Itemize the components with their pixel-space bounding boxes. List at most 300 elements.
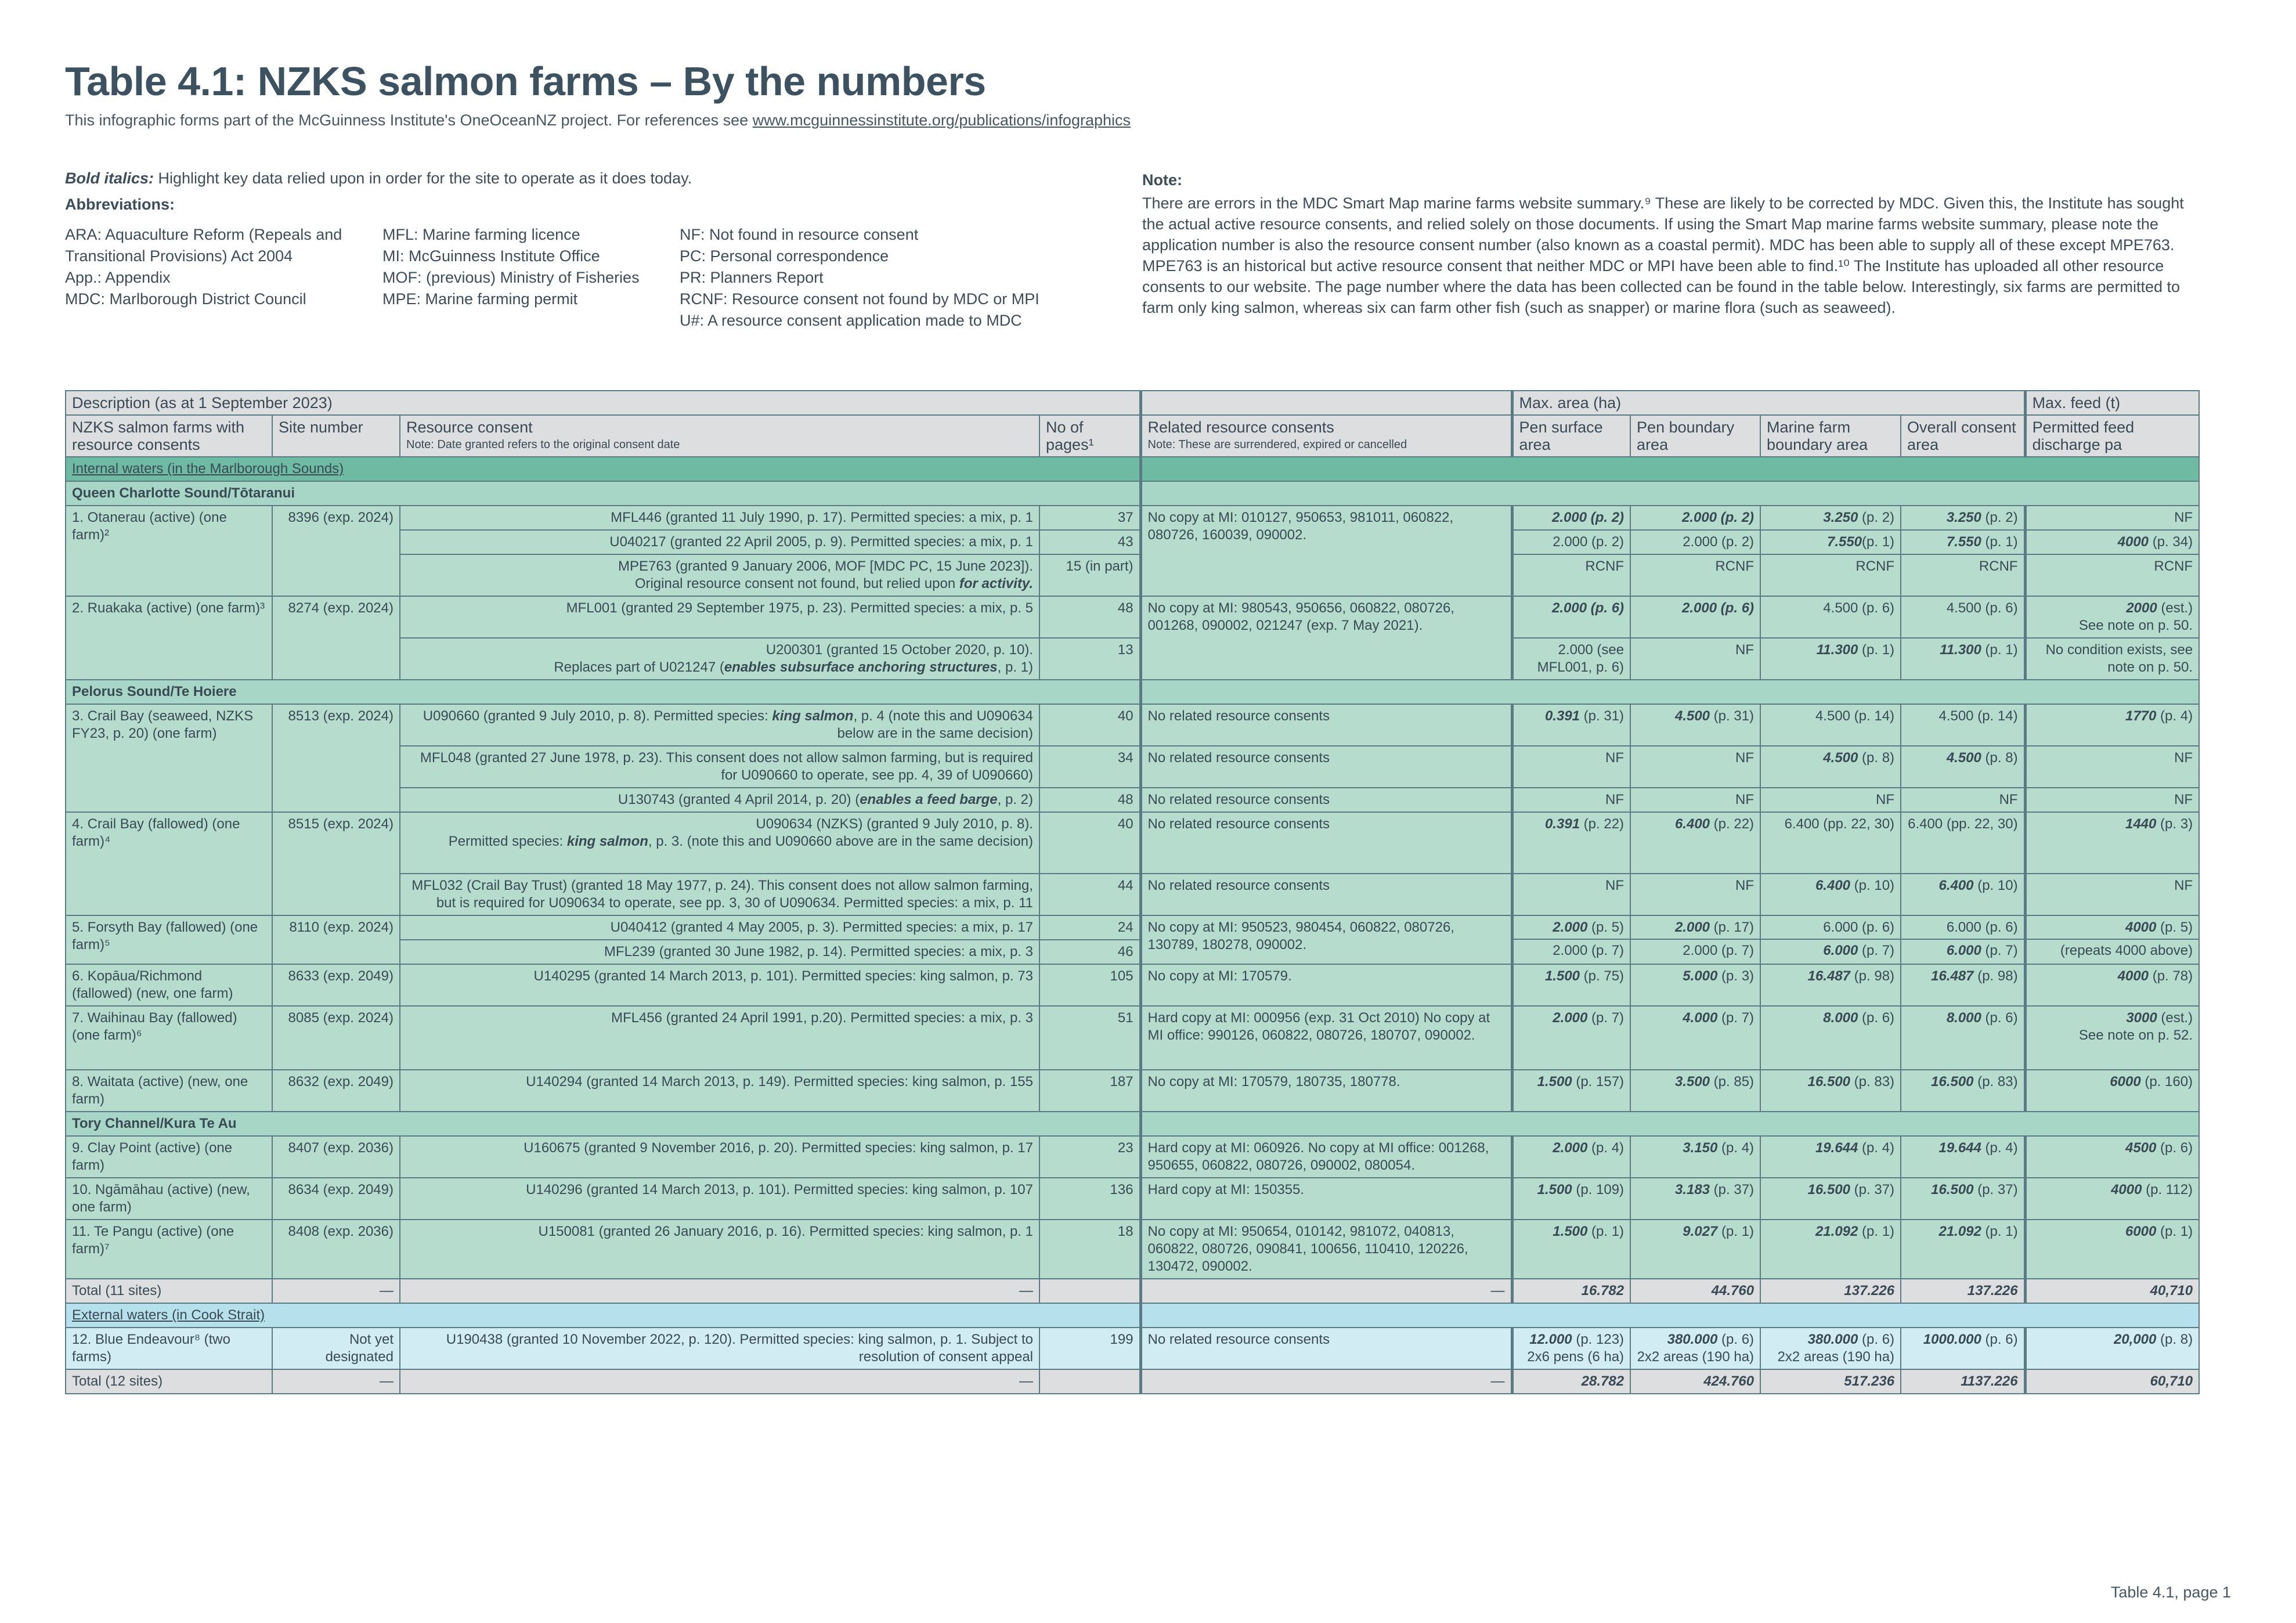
overall-area: RCNF — [1901, 554, 2025, 596]
bold-italics-label: Bold italics: — [65, 169, 154, 187]
resource-consent: U140295 (granted 14 March 2013, p. 101). Permitted species: king salmon, p. 73 — [400, 964, 1039, 1006]
value-bold: 2.000 — [1553, 1140, 1588, 1156]
value-page: (p. 7) — [1858, 943, 1895, 958]
value-page: (p. 75) — [1580, 968, 1624, 984]
abbreviation-item: PC: Personal correspondence — [680, 247, 889, 265]
farm-name: 12. Blue Endeavour⁸ (two farms) — [66, 1328, 272, 1369]
consent-highlight: for activity. — [959, 576, 1033, 592]
feed-discharge — [2025, 1006, 2199, 1070]
value-bold: 2.000 — [1553, 919, 1588, 935]
value-page: (p. 37) — [1710, 1182, 1755, 1198]
pen-boundary-area: NF — [1630, 746, 1760, 788]
value-page: (p. 4) — [2156, 708, 2193, 724]
consent-text: , p. 2) — [997, 792, 1033, 807]
section-label — [66, 1303, 1140, 1328]
site-number: Not yet designated — [272, 1328, 400, 1369]
page-count: 187 — [1039, 1070, 1140, 1112]
feed-discharge — [2025, 704, 2199, 746]
section-blank — [1140, 1303, 2199, 1328]
value-bold: 6.400 — [1938, 878, 1974, 893]
value-bold: 0.391 — [1544, 708, 1580, 724]
total-overall: 137.226 — [1901, 1279, 2025, 1303]
overall-area — [1901, 1136, 2025, 1178]
column-header-consent — [400, 415, 1039, 457]
column-header-pen-surface: Pen surface area — [1512, 415, 1630, 457]
value-bold: 16.487 — [1931, 968, 1974, 984]
pen-boundary-area — [1630, 704, 1760, 746]
related-header-note: Note: These are surrendered, expired or cancelled — [1147, 438, 1407, 451]
consent-text: , p. 1) — [997, 659, 1033, 675]
site-number: 8634 (exp. 2049) — [272, 1178, 400, 1220]
value-page: (p. 83) — [1973, 1074, 2018, 1090]
area-line — [1519, 919, 1624, 936]
total-feed: 60,710 — [2025, 1369, 2199, 1394]
resource-consent — [400, 638, 1039, 680]
value-bold: 11.300 — [1816, 642, 1858, 658]
value-bold: 3.183 — [1674, 1182, 1710, 1198]
value-bold: 16.500 — [1931, 1074, 1974, 1090]
total-feed: 40,710 — [2025, 1279, 2199, 1303]
total-marine-boundary: 517.236 — [1760, 1369, 1901, 1394]
value-bold: 3.150 — [1683, 1140, 1718, 1156]
pen-boundary-area — [1630, 1220, 1760, 1279]
table-row — [66, 704, 2199, 746]
page-count: 13 — [1039, 638, 1140, 680]
feed-discharge — [2025, 1328, 2199, 1369]
value-bold: 16.487 — [1807, 968, 1851, 984]
value-page: (p. 3) — [1717, 968, 1755, 984]
value-page: (p. 7) — [1981, 943, 2018, 958]
pen-surface-area — [1512, 1328, 1630, 1369]
overall-area — [1901, 1006, 2025, 1070]
pen-boundary-area: 2.000 (p. 2) — [1630, 530, 1760, 554]
consent-text: Replaces part of U021247 ( — [554, 659, 724, 675]
value-bold: 1.500 — [1553, 1224, 1588, 1239]
consent-line — [406, 575, 1033, 593]
salmon-farms-table — [65, 390, 2200, 1394]
value-bold: 2.000 (p. 6) — [1681, 600, 1755, 616]
pen-boundary-area — [1630, 812, 1760, 874]
total-dash: — — [400, 1369, 1039, 1394]
value-bold: 8.000 — [1946, 1010, 1981, 1026]
abbreviation-item: NF: Not found in resource consent — [680, 226, 919, 243]
value-bold: 21.092 — [1938, 1224, 1981, 1239]
site-number: 8632 (exp. 2049) — [272, 1070, 400, 1112]
marine-boundary-area — [1760, 746, 1901, 788]
subsection-blank — [1140, 481, 2199, 506]
abbreviations-list — [65, 224, 1121, 331]
area-line-2 — [1761, 939, 1900, 960]
page-footer: Table 4.1, page 1 — [2110, 1584, 2231, 1601]
pen-surface-area: 2.000 (see MFL001, p. 6) — [1512, 638, 1630, 680]
page-count: 136 — [1039, 1178, 1140, 1220]
pen-surface-area — [1512, 506, 1630, 530]
subsection-blank — [1140, 680, 2199, 704]
consent-highlight: king salmon — [566, 834, 648, 849]
value-page: (p. 1) — [1858, 642, 1895, 658]
area-line — [1767, 1331, 1894, 1348]
pen-surface-area — [1512, 704, 1630, 746]
consent-line: MPE763 (granted 9 January 2006, MOF [MDC PC, 15 June 2023]). — [618, 558, 1033, 574]
farm-name: 6. Kopāua/Richmond (fallowed) (new, one farm) — [66, 964, 272, 1006]
value-bold: 21.092 — [1815, 1224, 1858, 1239]
value-bold: 16.500 — [1807, 1074, 1851, 1090]
overall-area: NF — [1901, 788, 2025, 812]
value-page: (p. 109) — [1572, 1182, 1624, 1198]
subsection-label: Pelorus Sound/Te Hoiere — [66, 680, 1140, 704]
abbreviations-column-2 — [382, 224, 680, 331]
references-link[interactable]: www.mcguinnessinstitute.org/publications/infographics — [752, 111, 1131, 129]
area-detail: 2x2 areas (190 ha) — [1777, 1349, 1895, 1365]
value-page: (p. 5) — [2156, 919, 2193, 935]
page-count: 23 — [1039, 1136, 1140, 1178]
feed-line — [2033, 1009, 2193, 1027]
column-header-marine-boundary: Marine farm boundary area — [1760, 415, 1901, 457]
marine-boundary-area: 6.400 (pp. 22, 30) — [1760, 812, 1901, 874]
related-consents: No copy at MI: 170579, 180735, 180778. — [1140, 1070, 1512, 1112]
related-consents: No related resource consents — [1140, 1328, 1512, 1369]
bold-italics-text: Highlight key data relied upon in order for the site to operate as it does today. — [154, 169, 692, 187]
value-bold: 7.550 — [1826, 534, 1862, 550]
value-page: (p. 8) — [1981, 750, 2018, 766]
area-detail: 2x6 pens (6 ha) — [1527, 1349, 1624, 1365]
value-page: (p. 6) — [1858, 1332, 1895, 1347]
page-count: 46 — [1039, 940, 1140, 964]
pen-surface-area — [1512, 1220, 1630, 1279]
value-page: (p. 98) — [1850, 968, 1895, 984]
value-bold: 2000 — [2126, 600, 2157, 616]
value-bold: 19.644 — [1938, 1140, 1981, 1156]
value-bold: 1.500 — [1544, 968, 1580, 984]
total-dash: — — [272, 1279, 400, 1303]
marine-boundary-area: 4.500 (p. 14) — [1760, 704, 1901, 746]
subsection-blank — [1140, 1112, 2199, 1136]
subsection-label: Tory Channel/Kura Te Au — [66, 1112, 1140, 1136]
related-consents: No related resource consents — [1140, 704, 1512, 746]
total-dash: — — [400, 1279, 1039, 1303]
related-consents: No related resource consents — [1140, 788, 1512, 812]
overall-area — [1901, 638, 2025, 680]
site-number: 8513 (exp. 2024) — [272, 704, 400, 812]
value-page: (p. 4) — [1587, 1140, 1624, 1156]
pen-boundary-area — [1630, 506, 1760, 530]
resource-consent: U160675 (granted 9 November 2016, p. 20). Permitted species: king salmon, p. 17 — [400, 1136, 1039, 1178]
consent-highlight: enables a feed barge — [860, 792, 998, 807]
site-number: 8408 (exp. 2036) — [272, 1220, 400, 1279]
related-consents: Hard copy at MI: 150355. — [1140, 1178, 1512, 1220]
value-page: (p. 4) — [1717, 1140, 1755, 1156]
resource-consent: MFL048 (granted 27 June 1978, p. 23). This consent does not allow salmon farming, but is required for U090660 to operate, see pp. 4, 39 of U090660) — [400, 746, 1039, 788]
marine-boundary-area — [1760, 874, 1901, 915]
overall-area — [1901, 964, 2025, 1006]
value-page: (p. 22) — [1580, 816, 1624, 832]
value-page: (p. 31) — [1710, 708, 1755, 724]
group-header-feed: Max. feed (t) — [2025, 391, 2199, 415]
pen-surface-area: NF — [1512, 874, 1630, 915]
farm-name: 5. Forsyth Bay (fallowed) (one farm)⁵ — [66, 915, 272, 964]
pen-surface-area — [1512, 1006, 1630, 1070]
resource-consent — [400, 704, 1039, 746]
section-blank — [1140, 457, 2199, 481]
resource-consent: MFL456 (granted 24 April 1991, p.20). Permitted species: a mix, p. 3 — [400, 1006, 1039, 1070]
value-page: (p. 1) — [1981, 642, 2018, 658]
marine-boundary-area: 4.500 (p. 6) — [1760, 596, 1901, 638]
feed-discharge: NF — [2025, 874, 2199, 915]
feed-line-2: (repeats 4000 above) — [2027, 939, 2199, 960]
value-bold: 3.250 — [1946, 510, 1981, 525]
value-page: (p. 112) — [2142, 1182, 2193, 1198]
pen-boundary-area: NF — [1630, 788, 1760, 812]
total-overall: 1137.226 — [1901, 1369, 2025, 1394]
consent-text: Permitted species: — [448, 834, 567, 849]
resource-consent: U150081 (granted 26 January 2016, p. 16). Permitted species: king salmon, p. 1 — [400, 1220, 1039, 1279]
total-row-11-sites — [66, 1279, 2199, 1303]
value-page: (p. 160) — [2140, 1074, 2193, 1090]
site-number: 8407 (exp. 2036) — [272, 1136, 400, 1178]
value-bold: 4.500 — [1823, 750, 1858, 766]
total-pen-surface: 28.782 — [1512, 1369, 1630, 1394]
farm-name: 8. Waitata (active) (new, one farm) — [66, 1070, 272, 1112]
pen-surface-area: NF — [1512, 746, 1630, 788]
abbreviation-item: MFL: Marine farming licence — [382, 226, 580, 243]
marine-boundary-area — [1760, 1178, 1901, 1220]
column-header-overall: Overall consent area — [1901, 415, 2025, 457]
value-page: (p. 10) — [1850, 878, 1895, 893]
page-count: 43 — [1039, 530, 1140, 554]
pen-surface-area — [1512, 596, 1630, 638]
value-page: (p. 6) — [1981, 1332, 2018, 1347]
area-line — [1637, 919, 1754, 936]
site-number: 8396 (exp. 2024) — [272, 506, 400, 596]
value-bold: 4.500 — [1946, 750, 1981, 766]
feed-line — [2033, 919, 2193, 936]
area-line: 6.000 (p. 6) — [1823, 919, 1895, 935]
value-bold: 380.000 — [1807, 1332, 1858, 1347]
page-count: 51 — [1039, 1006, 1140, 1070]
pen-boundary-area: RCNF — [1630, 554, 1760, 596]
area-line — [1519, 1331, 1624, 1348]
page-title: Table 4.1: NZKS salmon farms – By the numbers — [65, 59, 986, 104]
value-bold: 5.000 — [1683, 968, 1718, 984]
overall-area — [1901, 530, 2025, 554]
feed-line — [2033, 600, 2193, 617]
farm-name: 4. Crail Bay (fallowed) (one farm)⁴ — [66, 812, 272, 915]
related-consents: No related resource consents — [1140, 874, 1512, 915]
consent-text: U090660 (granted 9 July 2010, p. 8). Permitted species: — [423, 708, 772, 724]
value-bold: 6000 — [2125, 1224, 2157, 1239]
total-dash: — — [1140, 1279, 1512, 1303]
overall-area — [1901, 1220, 2025, 1279]
related-consents: No copy at MI: 980543, 950656, 060822, 080726, 001268, 090002, 021247 (exp. 7 May 2021). — [1140, 596, 1512, 680]
resource-consent: U040412 (granted 4 May 2005, p. 3). Permitted species: a mix, p. 17 — [400, 915, 1039, 940]
value-bold: 1440 — [2125, 816, 2157, 832]
site-number: 8274 (exp. 2024) — [272, 596, 400, 680]
marine-boundary-area — [1760, 1006, 1901, 1070]
value-bold: 4000 — [2125, 919, 2157, 935]
value-bold: 9.027 — [1683, 1224, 1718, 1239]
abbreviation-item: MOF: (previous) Ministry of Fisheries — [382, 269, 640, 286]
area-line-2 — [1901, 939, 2024, 960]
abbreviation-item: ARA: Aquaculture Reform (Repeals and — [65, 226, 342, 243]
value-page: (p. 5) — [1587, 919, 1624, 935]
value-bold: 1000.000 — [1923, 1332, 1981, 1347]
total-blank — [1039, 1369, 1140, 1394]
overall-area — [1901, 506, 2025, 530]
table-row — [66, 1328, 2199, 1369]
marine-boundary-area: RCNF — [1760, 554, 1901, 596]
value-page: (p. 17) — [1710, 919, 1755, 935]
value-bold: 3.500 — [1674, 1074, 1710, 1090]
legend — [65, 169, 1121, 331]
value-page: (p. 7) — [1587, 1010, 1624, 1026]
column-header-feed: Permitted feed discharge pa — [2025, 415, 2199, 457]
table-row — [66, 596, 2199, 638]
resource-consent: MFL001 (granted 29 September 1975, p. 23). Permitted species: a mix, p. 5 — [400, 596, 1039, 638]
marine-boundary-area — [1760, 964, 1901, 1006]
total-pen-boundary: 44.760 — [1630, 1279, 1760, 1303]
overall-area — [1901, 1328, 2025, 1369]
value-page: (p. 22) — [1710, 816, 1755, 832]
consent-header-note: Note: Date granted refers to the original consent date — [406, 438, 680, 451]
consent-highlight: king salmon — [772, 708, 854, 724]
value-page: (p. 83) — [1850, 1074, 1895, 1090]
pen-surface-area: RCNF — [1512, 554, 1630, 596]
subsection-tory — [66, 1112, 2199, 1136]
value-bold: 380.000 — [1667, 1332, 1718, 1347]
pen-boundary-area — [1630, 915, 1760, 964]
value-page: (p. 1) — [1981, 534, 2018, 550]
resource-consent — [400, 788, 1039, 812]
farm-name: 9. Clay Point (active) (one farm) — [66, 1136, 272, 1178]
farm-name: 2. Ruakaka (active) (one farm)³ — [66, 596, 272, 680]
value-bold: 2.000 (p. 6) — [1551, 600, 1624, 616]
value-bold: 8.000 — [1823, 1010, 1858, 1026]
marine-boundary-area — [1760, 530, 1901, 554]
consent-line: U090634 (NZKS) (granted 9 July 2010, p. 8). — [756, 816, 1033, 832]
resource-consent: MFL446 (granted 11 July 1990, p. 17). Permitted species: a mix, p. 1 — [400, 506, 1039, 530]
abbreviation-item: Transitional Provisions) Act 2004 — [65, 247, 293, 265]
subtitle-text: This infographic forms part of the McGuinness Institute's OneOceanNZ project. For references see — [65, 111, 753, 129]
feed-discharge: No condition exists, see note on p. 50. — [2025, 638, 2199, 680]
value-bold: 19.644 — [1815, 1140, 1858, 1156]
site-number: 8110 (exp. 2024) — [272, 915, 400, 964]
page-count: 40 — [1039, 812, 1140, 874]
consent-text: Original resource consent not found, but relied upon — [634, 576, 959, 592]
site-number: 8085 (exp. 2024) — [272, 1006, 400, 1070]
area-detail: 2x2 areas (190 ha) — [1637, 1349, 1755, 1365]
abbreviation-item: RCNF: Resource consent not found by MDC or MPI — [680, 290, 1039, 308]
overall-area: 4.500 (p. 14) — [1901, 704, 2025, 746]
value-bold: 2.000 — [1553, 1010, 1588, 1026]
feed-discharge — [2025, 915, 2199, 964]
value-page: (p. 37) — [1973, 1182, 2018, 1198]
section-label — [66, 457, 1140, 481]
value-page: (p. 6) — [1981, 1010, 2018, 1026]
abbreviations-title: Abbreviations: — [65, 196, 175, 213]
value-page: (p. 31) — [1580, 708, 1624, 724]
pen-boundary-area — [1630, 964, 1760, 1006]
subsection-pelorus — [66, 680, 2199, 704]
resource-consent: MFL032 (Crail Bay Trust) (granted 18 May 1977, p. 24). This consent does not allow salmon farming, but is required for U090634 to operate, see pp. 3, 30 of U090634. Permitted species: a mix, p. 11 — [400, 874, 1039, 915]
abbreviations-column-1 — [65, 224, 382, 331]
table-row — [66, 1070, 2199, 1112]
value-page: (p. 157) — [1572, 1074, 1624, 1090]
table-row — [66, 1006, 2199, 1070]
feed-discharge — [2025, 596, 2199, 638]
value-bold: 4000 — [2117, 968, 2149, 984]
page-count: 48 — [1039, 596, 1140, 638]
page-count: 37 — [1039, 506, 1140, 530]
resource-consent: U140294 (granted 14 March 2013, p. 149). Permitted species: king salmon, p. 155 — [400, 1070, 1039, 1112]
pen-surface-area — [1512, 1178, 1630, 1220]
table-row — [66, 506, 2199, 530]
total-row-12-sites — [66, 1369, 2199, 1394]
group-header-area: Max. area (ha) — [1512, 391, 2025, 415]
abbreviations-column-3 — [680, 224, 1098, 331]
value-bold: 7.550 — [1946, 534, 1981, 550]
total-pen-surface: 16.782 — [1512, 1279, 1630, 1303]
marine-boundary-area — [1760, 1136, 1901, 1178]
consent-line — [406, 833, 1033, 850]
pen-boundary-area: NF — [1630, 638, 1760, 680]
value-page: (p. 4) — [1981, 1140, 2018, 1156]
feed-note: See note on p. 50. — [2078, 618, 2193, 633]
value-page: (p. 2) — [1858, 510, 1895, 525]
pen-boundary-area — [1630, 596, 1760, 638]
farm-name: 3. Crail Bay (seaweed, NZKS FY23, p. 20) (one farm) — [66, 704, 272, 812]
overall-area — [1901, 874, 2025, 915]
value-bold: 4000 — [2111, 1182, 2142, 1198]
value-page: (p. 1) — [2156, 1224, 2193, 1239]
feed-discharge: RCNF — [2025, 554, 2199, 596]
resource-consent: U040217 (granted 22 April 2005, p. 9). Permitted species: a mix, p. 1 — [400, 530, 1039, 554]
total-pen-boundary: 424.760 — [1630, 1369, 1760, 1394]
pen-surface-area: 2.000 (p. 2) — [1512, 530, 1630, 554]
value-bold: 4.500 — [1674, 708, 1710, 724]
table-row — [66, 915, 2199, 940]
value-bold: 4.000 — [1683, 1010, 1718, 1026]
value-page: (p. 6) — [1717, 1332, 1755, 1347]
bold-italics-key — [65, 169, 1121, 187]
consent-header-label: Resource consent — [406, 419, 533, 436]
pen-boundary-area — [1630, 1328, 1760, 1369]
resource-consent — [400, 812, 1039, 874]
resource-consent — [400, 554, 1039, 596]
total-label: Total (12 sites) — [66, 1369, 272, 1394]
column-header-related — [1140, 415, 1512, 457]
farm-name: 7. Waihinau Bay (fallowed) (one farm)⁶ — [66, 1006, 272, 1070]
value-bold: 2.000 (p. 2) — [1551, 510, 1624, 525]
pen-surface-area — [1512, 915, 1630, 964]
marine-boundary-area — [1760, 506, 1901, 530]
abbreviation-item: PR: Planners Report — [680, 269, 824, 286]
marine-boundary-area — [1760, 915, 1901, 964]
value-bold: 6.000 — [1946, 943, 1981, 958]
value-bold: 2.000 — [1674, 919, 1710, 935]
overall-area: 6.400 (pp. 22, 30) — [1901, 812, 2025, 874]
total-dash: — — [272, 1369, 400, 1394]
pen-surface-area — [1512, 1136, 1630, 1178]
value-bold: 11.300 — [1940, 642, 1981, 658]
value-page: (p. 78) — [2149, 968, 2193, 984]
value-page: (p. 4) — [1858, 1140, 1895, 1156]
value-bold: 2.000 (p. 2) — [1681, 510, 1755, 525]
feed-discharge — [2025, 964, 2199, 1006]
area-line-2: 2.000 (p. 7) — [1631, 939, 1760, 960]
value-page: (p. 1) — [1717, 1224, 1755, 1239]
page-count: 24 — [1039, 915, 1140, 940]
feed-discharge — [2025, 1136, 2199, 1178]
